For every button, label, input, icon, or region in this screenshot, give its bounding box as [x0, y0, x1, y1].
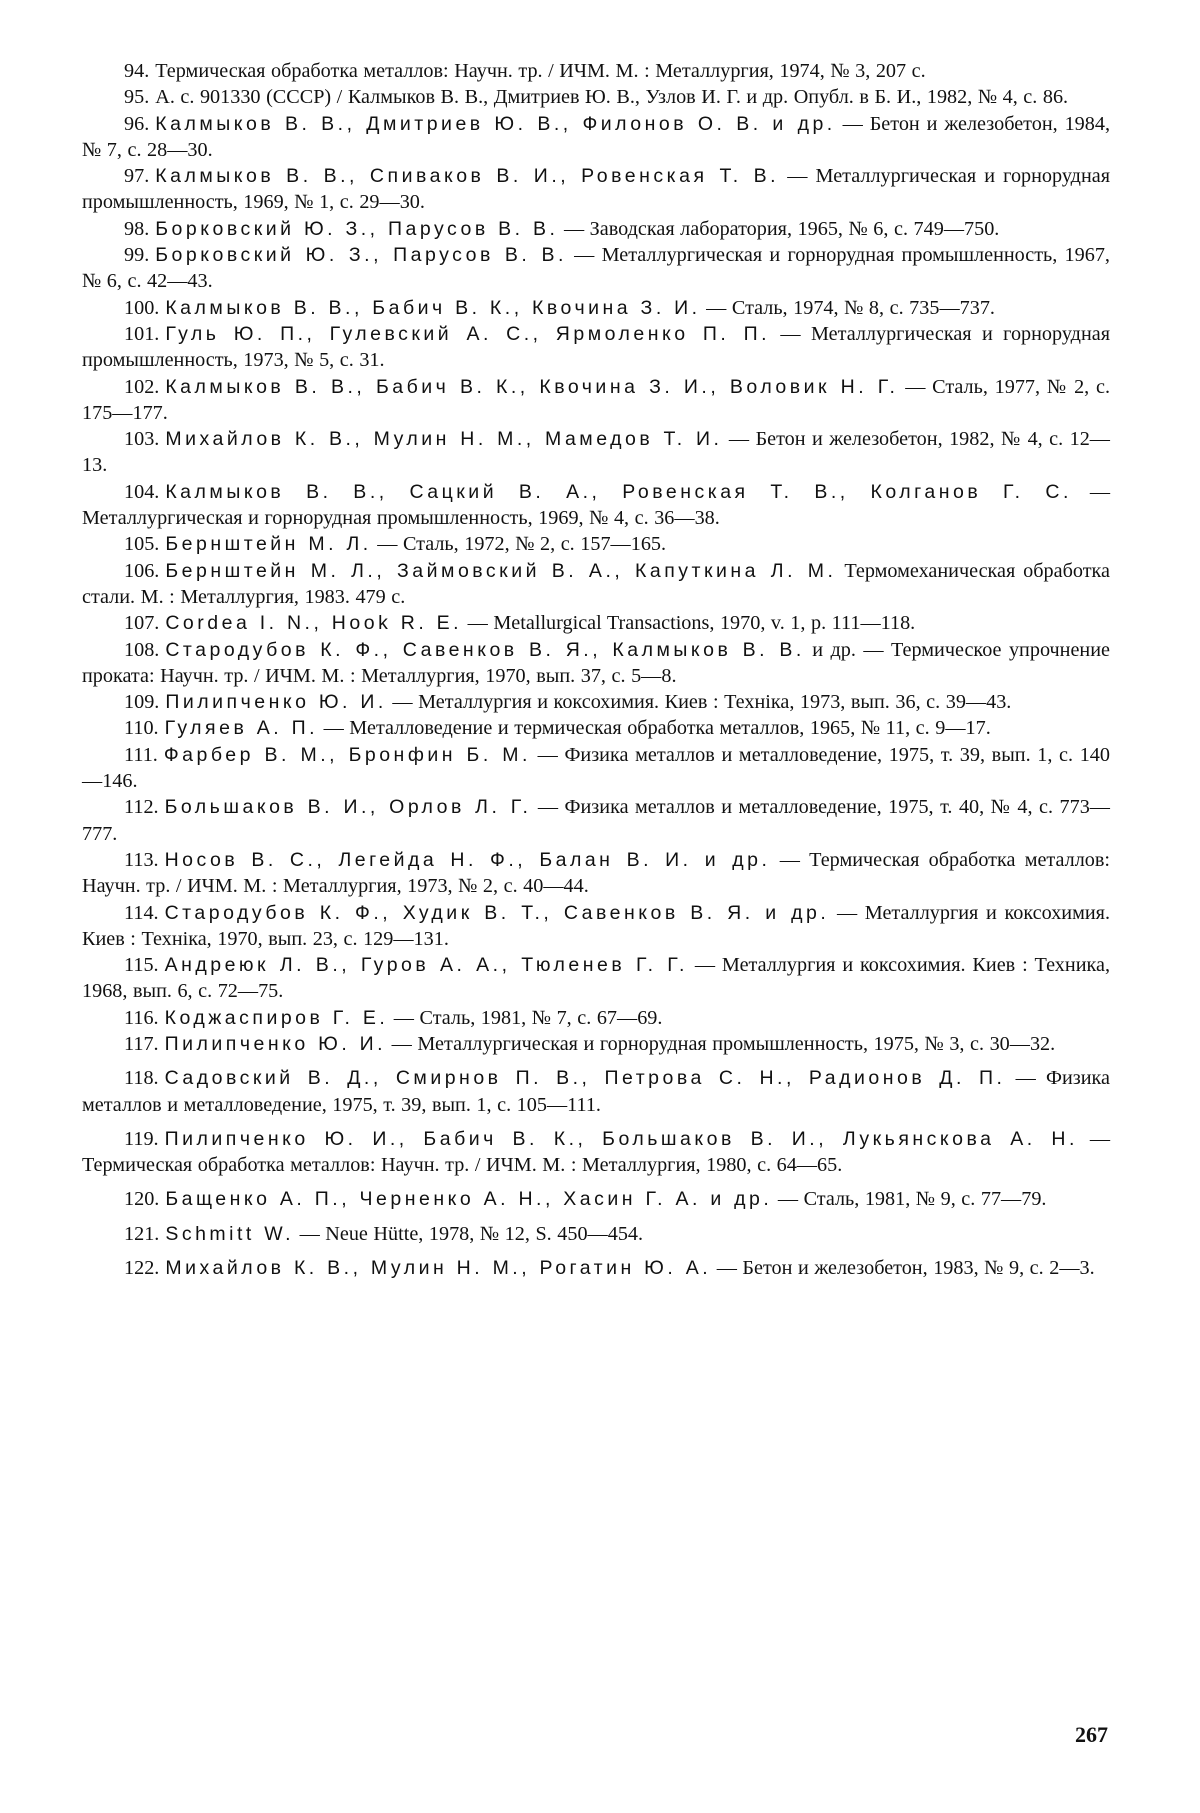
reference-authors: Калмыков В. В., Бабич В. К., Квочина З. И., Воловик Н. Г.	[165, 375, 899, 398]
reference-text: — Металлургическая и горнорудная промышленность, 1969, № 1, с. 29—30.	[82, 165, 1110, 214]
reference-authors: Борковский Ю. З., Парусов В. В.	[155, 217, 559, 240]
reference-authors: Schmitt W.	[165, 1222, 295, 1245]
reference-authors: Пилипченко Ю. И.	[165, 691, 387, 714]
reference-number: 114.	[124, 901, 159, 924]
reference-entry	[82, 637, 1110, 690]
reference-number: 109.	[124, 691, 160, 714]
reference-number: 115.	[124, 954, 159, 977]
reference-entry	[82, 242, 1110, 295]
reference-number: 103.	[124, 428, 160, 451]
reference-text: — Metallurgical Transactions, 1970, v. 1, p. 111—118.	[467, 612, 916, 635]
reference-list	[82, 58, 1110, 1281]
reference-text: — Металлургия и коксохимия. Киев : Технiка, 1970, вып. 23, с. 129—131.	[82, 901, 1111, 950]
reference-authors: Cordea I. N., Hook R. E.	[165, 612, 463, 635]
reference-entry	[82, 1005, 1110, 1031]
reference-authors: Калмыков В. В., Дмитриев Ю. В., Филонов О. В. и др.	[155, 112, 836, 135]
reference-number: 111.	[124, 743, 158, 766]
reference-number: 119.	[124, 1127, 159, 1150]
reference-authors: Калмыков В. В., Сацкий В. А., Ровенская Т. В., Колганов Г. С.	[165, 480, 1072, 503]
reference-entry	[82, 689, 1110, 715]
reference-text: — Сталь, 1977, № 2, с. 175—177.	[82, 375, 1110, 424]
reference-entry	[82, 847, 1110, 900]
reference-number: 105.	[124, 533, 160, 556]
reference-number: 97.	[124, 165, 150, 188]
reference-text: А. с. 901330 (СССР) / Калмыков В. В., Дмитриев Ю. В., Узлов И. Г. и др. Опубл. в Б. И., 1982, № 4, с. 86.	[155, 86, 1069, 109]
reference-authors: Бернштейн М. Л., Займовский В. А., Капуткина Л. М.	[165, 559, 837, 582]
reference-number: 100.	[124, 296, 160, 319]
reference-entry	[82, 742, 1110, 795]
reference-number: 122.	[124, 1257, 160, 1280]
reference-authors: Бащенко А. П., Черненко А. Н., Хасин Г. А. и др.	[165, 1188, 773, 1211]
reference-text: Термомеханическая обработка стали. М. : Металлургия, 1983. 479 с.	[82, 559, 1110, 608]
reference-number: 107.	[124, 612, 160, 635]
reference-entry	[82, 794, 1110, 847]
reference-number: 104.	[124, 480, 160, 503]
reference-number: 121.	[124, 1222, 160, 1245]
reference-text: — Металлургическая и горнорудная промышленность, 1967, № 6, с. 42—43.	[82, 244, 1110, 293]
reference-entry	[82, 715, 1110, 741]
reference-entry	[82, 84, 1110, 110]
reference-text: — Физика металлов и металловедение, 1975, т. 39, вып. 1, с. 140—146.	[82, 743, 1110, 793]
reference-text: — Физика металлов и металловедение, 1975, т. 39, вып. 1, с. 105—111.	[82, 1067, 1110, 1116]
reference-text: — Металлургическая и горнорудная промышленность, 1973, № 5, с. 31.	[82, 322, 1110, 372]
reference-text: — Металлургия и коксохимия. Киев : Техника, 1968, вып. 6, с. 72—75.	[82, 954, 1111, 1003]
reference-number: 101.	[124, 322, 160, 345]
reference-number: 116.	[124, 1006, 159, 1029]
reference-entry	[82, 374, 1110, 427]
reference-text: — Металлургическая и горнорудная промышленность, 1975, № 3, с. 30—32.	[391, 1032, 1056, 1055]
reference-text: — Сталь, 1981, № 7, с. 67—69.	[393, 1006, 663, 1029]
reference-entry	[82, 1221, 1110, 1247]
reference-text: — Сталь, 1974, № 8, с. 735—737.	[706, 296, 995, 319]
reference-number: 112.	[124, 796, 159, 819]
reference-text: — Бетон и железобетон, 1983, № 9, с. 2—3.	[716, 1257, 1095, 1280]
reference-entry	[82, 58, 1110, 84]
reference-text: — Бетон и железобетон, 1984, № 7, с. 28—30.	[82, 112, 1110, 161]
reference-text: Термическая обработка металлов: Научн. тр. / ИЧМ. М. : Металлургия, 1974, № 3, 207 с.	[155, 60, 926, 82]
reference-number: 113.	[124, 848, 159, 871]
reference-text: — Металлургия и коксохимия. Киев : Технiка, 1973, вып. 36, с. 39—43.	[392, 691, 1012, 714]
reference-authors: Михайлов К. В., Мулин Н. М., Мамедов Т. И.	[165, 428, 723, 451]
reference-entry	[82, 952, 1110, 1005]
reference-entry	[82, 1186, 1110, 1212]
reference-number: 117.	[124, 1032, 159, 1055]
reference-number: 120.	[124, 1188, 160, 1211]
reference-text: — Сталь, 1972, № 2, с. 157—165.	[377, 533, 667, 556]
reference-authors: Коджаспиров Г. Е.	[164, 1006, 389, 1029]
reference-text: — Термическая обработка металлов: Научн. тр. / ИЧМ. М. : Металлургия, 1973, № 2, с. 40—44.	[82, 848, 1111, 898]
reference-authors: Андреюк Л. В., Гуров А. А., Тюленев Г. Г.	[164, 954, 688, 977]
reference-entry	[82, 295, 1110, 321]
page-number: 267	[1075, 1722, 1108, 1747]
reference-authors: Калмыков В. В., Бабич В. К., Квочина З. И.	[165, 296, 701, 319]
reference-text: — Neue Hütte, 1978, № 12, S. 450—454.	[299, 1222, 644, 1245]
reference-entry	[82, 426, 1110, 479]
reference-entry	[82, 163, 1110, 216]
reference-entry	[82, 216, 1110, 242]
reference-authors: Большаков В. И., Орлов Л. Г.	[164, 796, 532, 819]
reference-number: 98.	[124, 217, 150, 240]
reference-number: 108.	[124, 638, 160, 661]
reference-text: — Сталь, 1981, № 9, с. 77—79.	[777, 1188, 1047, 1211]
reference-number: 95.	[124, 86, 150, 109]
reference-entry	[82, 479, 1110, 532]
reference-text: и др. — Термическое упрочнение проката: Научн. тр. / ИЧМ. М. : Металлургия, 1970, вып. 37, с. 5—8.	[82, 638, 1110, 687]
reference-authors: Фарбер В. М., Бронфин Б. М.	[163, 743, 531, 766]
reference-authors: Гуль Ю. П., Гулевский А. С., Ярмоленко П. П.	[165, 322, 771, 345]
reference-entry	[82, 558, 1110, 611]
reference-text: — Бетон и железобетон, 1982, № 4, с. 12—13.	[82, 428, 1110, 477]
reference-authors: Пилипченко Ю. И.	[164, 1032, 387, 1055]
reference-number: 102.	[124, 375, 160, 398]
reference-entry	[82, 1126, 1110, 1179]
reference-number: 106.	[124, 559, 160, 582]
reference-text: — Металловедение и термическая обработка металлов, 1965, № 11, с. 9—17.	[323, 717, 991, 740]
reference-entry	[82, 321, 1110, 374]
reference-text: — Термическая обработка металлов: Научн. тр. / ИЧМ. М. : Металлургия, 1980, с. 64—65.	[82, 1127, 1110, 1177]
reference-authors: Пилипченко Ю. И., Бабич В. К., Большаков В. И., Лукьянскова А. Н.	[164, 1127, 1078, 1150]
reference-text: — Заводская лаборатория, 1965, № 6, с. 749—750.	[563, 217, 1000, 240]
reference-entry	[82, 1031, 1110, 1057]
reference-number: 96.	[124, 112, 150, 135]
reference-entry	[82, 1065, 1110, 1118]
reference-authors: Михайлов К. В., Мулин Н. М., Рогатин Ю. А.	[165, 1257, 712, 1280]
reference-number: 99.	[124, 244, 150, 267]
reference-number: 94.	[124, 60, 150, 82]
reference-authors: Гуляев А. П.	[164, 717, 319, 740]
reference-authors: Стародубов К. Ф., Худик В. Т., Савенков В. Я. и др.	[164, 901, 830, 924]
reference-entry	[82, 610, 1110, 636]
reference-number: 110.	[124, 717, 159, 740]
reference-entry	[82, 111, 1110, 164]
reference-authors: Калмыков В. В., Спиваков В. И., Ровенская Т. В.	[155, 165, 780, 188]
reference-text: — Физика металлов и металловедение, 1975, т. 40, № 4, с. 773—777.	[82, 796, 1110, 845]
reference-number: 118.	[124, 1067, 159, 1090]
reference-entry	[82, 531, 1110, 557]
reference-entry	[82, 1255, 1110, 1281]
reference-authors: Бернштейн М. Л.	[165, 533, 372, 556]
reference-authors: Садовский В. Д., Смирнов П. В., Петрова С. Н., Радионов Д. П.	[164, 1067, 1006, 1090]
reference-authors: Носов В. С., Легейда Н. Ф., Балан В. И. и др.	[164, 848, 771, 871]
reference-authors: Стародубов К. Ф., Савенков В. Я., Калмыков В. В.	[165, 638, 805, 661]
reference-entry	[82, 900, 1110, 953]
reference-authors: Борковский Ю. З., Парусов В. В.	[155, 244, 567, 267]
reference-text: — Металлургическая и горнорудная промышленность, 1969, № 4, с. 36—38.	[82, 480, 1111, 530]
